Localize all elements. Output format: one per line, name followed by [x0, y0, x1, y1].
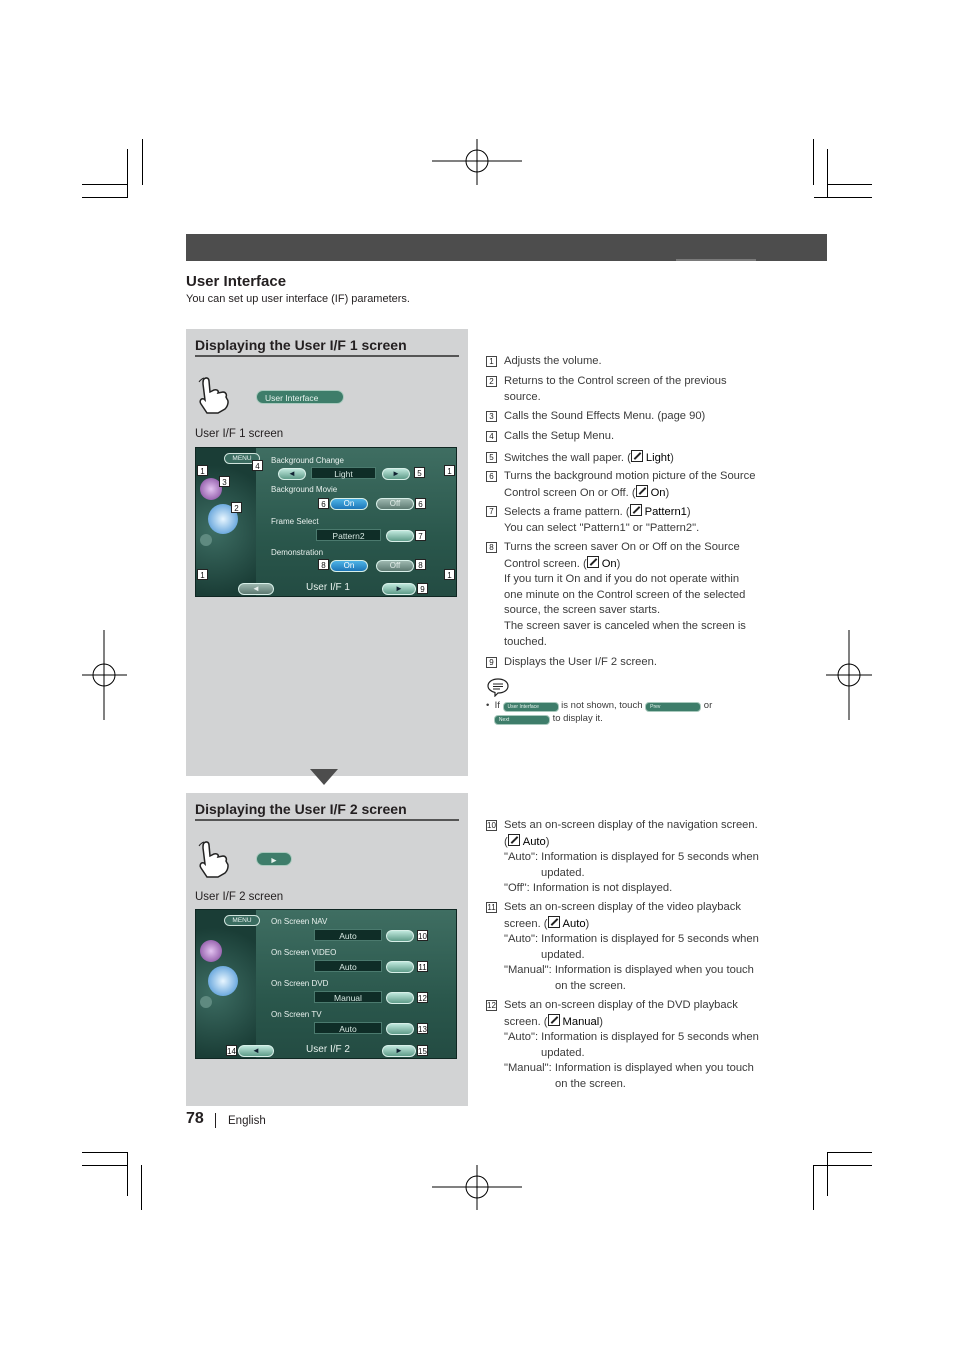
list-item: 11 Sets an on-screen display of the video playback screen. ( Auto) "Auto": Information is displayed for 5 seconds when updated. "Manual": Information is displayed when you touch on the screen. [487, 901, 759, 992]
video-toggle-button[interactable] [386, 961, 414, 973]
frame-select-button[interactable] [386, 530, 414, 542]
default-value-icon [631, 450, 643, 462]
list-item: 5 Switches the wall paper. ( Light) [486, 450, 776, 467]
default-value-icon [548, 916, 560, 928]
dvd-toggle-button[interactable] [386, 992, 414, 1004]
default-value-icon [508, 834, 520, 846]
panel-user-if-2 [186, 793, 468, 1106]
prev-arrow-button[interactable]: ◄ [278, 468, 306, 480]
callout-14: 14 [227, 1047, 236, 1056]
callout-1: 1 [444, 569, 455, 580]
callout-12: 12 [418, 994, 427, 1003]
nav-value: Auto [314, 929, 382, 941]
dvd-value: Manual [314, 991, 382, 1003]
movie-off-button[interactable]: Off [376, 498, 414, 510]
row-label: On Screen TV [271, 1010, 322, 1019]
list-item: 2 Returns to the Control screen of the previous source. [486, 374, 776, 405]
callout-1: 1 [444, 465, 455, 476]
callout-9: 9 [417, 583, 428, 594]
nav-toggle-button[interactable] [386, 930, 414, 942]
header-bar [186, 234, 827, 261]
panel-user-if-1 [186, 329, 468, 776]
callout-1: 1 [197, 569, 208, 580]
default-value-icon [630, 504, 642, 516]
list-item: 3 Calls the Sound Effects Menu. (page 90) [486, 409, 776, 425]
video-value: Auto [314, 960, 382, 972]
callout-1: 1 [197, 465, 208, 476]
note-icon [486, 677, 510, 697]
sound-effects-icon[interactable] [200, 940, 222, 962]
menu-button[interactable]: MENU [224, 453, 260, 464]
prev-page-button: ◄ [238, 583, 274, 595]
callout-3: 3 [219, 476, 230, 487]
user-if-2-screen [195, 909, 457, 1059]
note: • If User Interface is not shown, touch Prev or Next to display it. [486, 700, 713, 724]
screen-label: User I/F 1 screen [195, 428, 284, 440]
list-item: 4 Calls the Setup Menu. [486, 429, 776, 445]
panel-title: Displaying the User I/F 1 screen [195, 337, 459, 357]
down-arrow-icon [310, 769, 338, 785]
section-title: User Interface [186, 273, 287, 290]
callout-13: 13 [418, 1025, 427, 1034]
callout-8: 8 [318, 559, 329, 570]
row-label: Frame Select [271, 517, 319, 526]
tv-toggle-button[interactable] [386, 1023, 414, 1035]
background-value: Light [311, 467, 376, 479]
row-label: Background Change [271, 456, 344, 465]
tv-value: Auto [314, 1022, 382, 1034]
callout-10: 10 [418, 932, 427, 941]
user-if-1-screen [195, 447, 457, 597]
next-button[interactable]: ► [256, 852, 292, 866]
setup-icon [200, 534, 212, 546]
prev-page-button[interactable]: ◄ [238, 1045, 274, 1057]
touch-hand-icon [196, 840, 230, 878]
next-button[interactable]: Next [494, 715, 550, 725]
next-page-button[interactable]: ► [382, 583, 416, 595]
panel-title: Displaying the User I/F 2 screen [195, 801, 459, 821]
screen-label: User I/F 2 screen [195, 891, 284, 903]
demo-off-button[interactable]: Off [376, 560, 414, 572]
row-label: On Screen VIDEO [271, 948, 337, 957]
page-separator [215, 1113, 216, 1128]
page-language: English [228, 1115, 266, 1127]
page-number: 78 [186, 1110, 204, 1127]
list-item: 1 Adjusts the volume. [486, 354, 776, 370]
screen-footer-title: User I/F 2 [306, 1044, 350, 1055]
return-icon[interactable] [208, 966, 238, 996]
menu-button[interactable]: MENU [224, 915, 260, 926]
next-page-button[interactable]: ► [382, 1045, 416, 1057]
frame-value: Pattern2 [316, 529, 381, 541]
demo-on-button[interactable]: On [330, 560, 368, 572]
callout-2: 2 [231, 502, 242, 513]
movie-on-button[interactable]: On [330, 498, 368, 510]
setup-icon [200, 996, 212, 1008]
callout-6: 6 [318, 498, 329, 509]
row-label: On Screen DVD [271, 979, 329, 988]
callout-11: 11 [418, 963, 427, 972]
list-item: 10 Sets an on-screen display of the navigation screen. ( Auto) "Auto": Information is displayed for 5 seconds when updated. "Off": Information is not displayed. [487, 819, 759, 895]
list-item: 7 Selects a frame pattern. ( Pattern1) You can select "Pattern1" or "Pattern2". [486, 504, 776, 536]
callout-5: 5 [414, 467, 425, 478]
default-value-icon [587, 556, 599, 568]
callout-6: 6 [415, 498, 426, 509]
screen-footer-title: User I/F 1 [306, 582, 350, 593]
touch-hand-icon [196, 376, 230, 414]
row-label: Demonstration [271, 548, 324, 557]
callout-8: 8 [415, 559, 426, 570]
list-item: 8 Turns the screen saver On or Off on the Source Control screen. ( On) If you turn it On and if you do not operate within one minute on the Control screen of the selected source, the screen saver starts. The screen saver is canceled when the screen is touched. [486, 540, 776, 650]
list-item: 9 Displays the User I/F 2 screen. [486, 655, 776, 671]
row-label: Background Movie [271, 485, 338, 494]
default-value-icon [636, 485, 648, 497]
callout-7: 7 [415, 530, 426, 541]
callout-15: 15 [418, 1047, 427, 1056]
next-arrow-button[interactable]: ► [382, 468, 410, 480]
prev-button[interactable]: Prev [645, 702, 701, 712]
section-intro: You can set up user interface (IF) parameters. [186, 293, 410, 305]
row-label: On Screen NAV [271, 917, 328, 926]
default-value-icon [548, 1014, 560, 1026]
list-item: 12 Sets an on-screen display of the DVD playback screen. ( Manual) "Auto": Information is displayed for 5 seconds when updated. "Manual": Information is displayed when you touch on the screen. [487, 999, 759, 1090]
callout-4: 4 [252, 460, 263, 471]
user-interface-button[interactable]: User Interface [256, 390, 344, 404]
list-item: 6 Turns the background motion picture of the Source Control screen On or Off. ( On) [486, 469, 776, 501]
user-interface-button[interactable]: User Interface [503, 702, 559, 712]
